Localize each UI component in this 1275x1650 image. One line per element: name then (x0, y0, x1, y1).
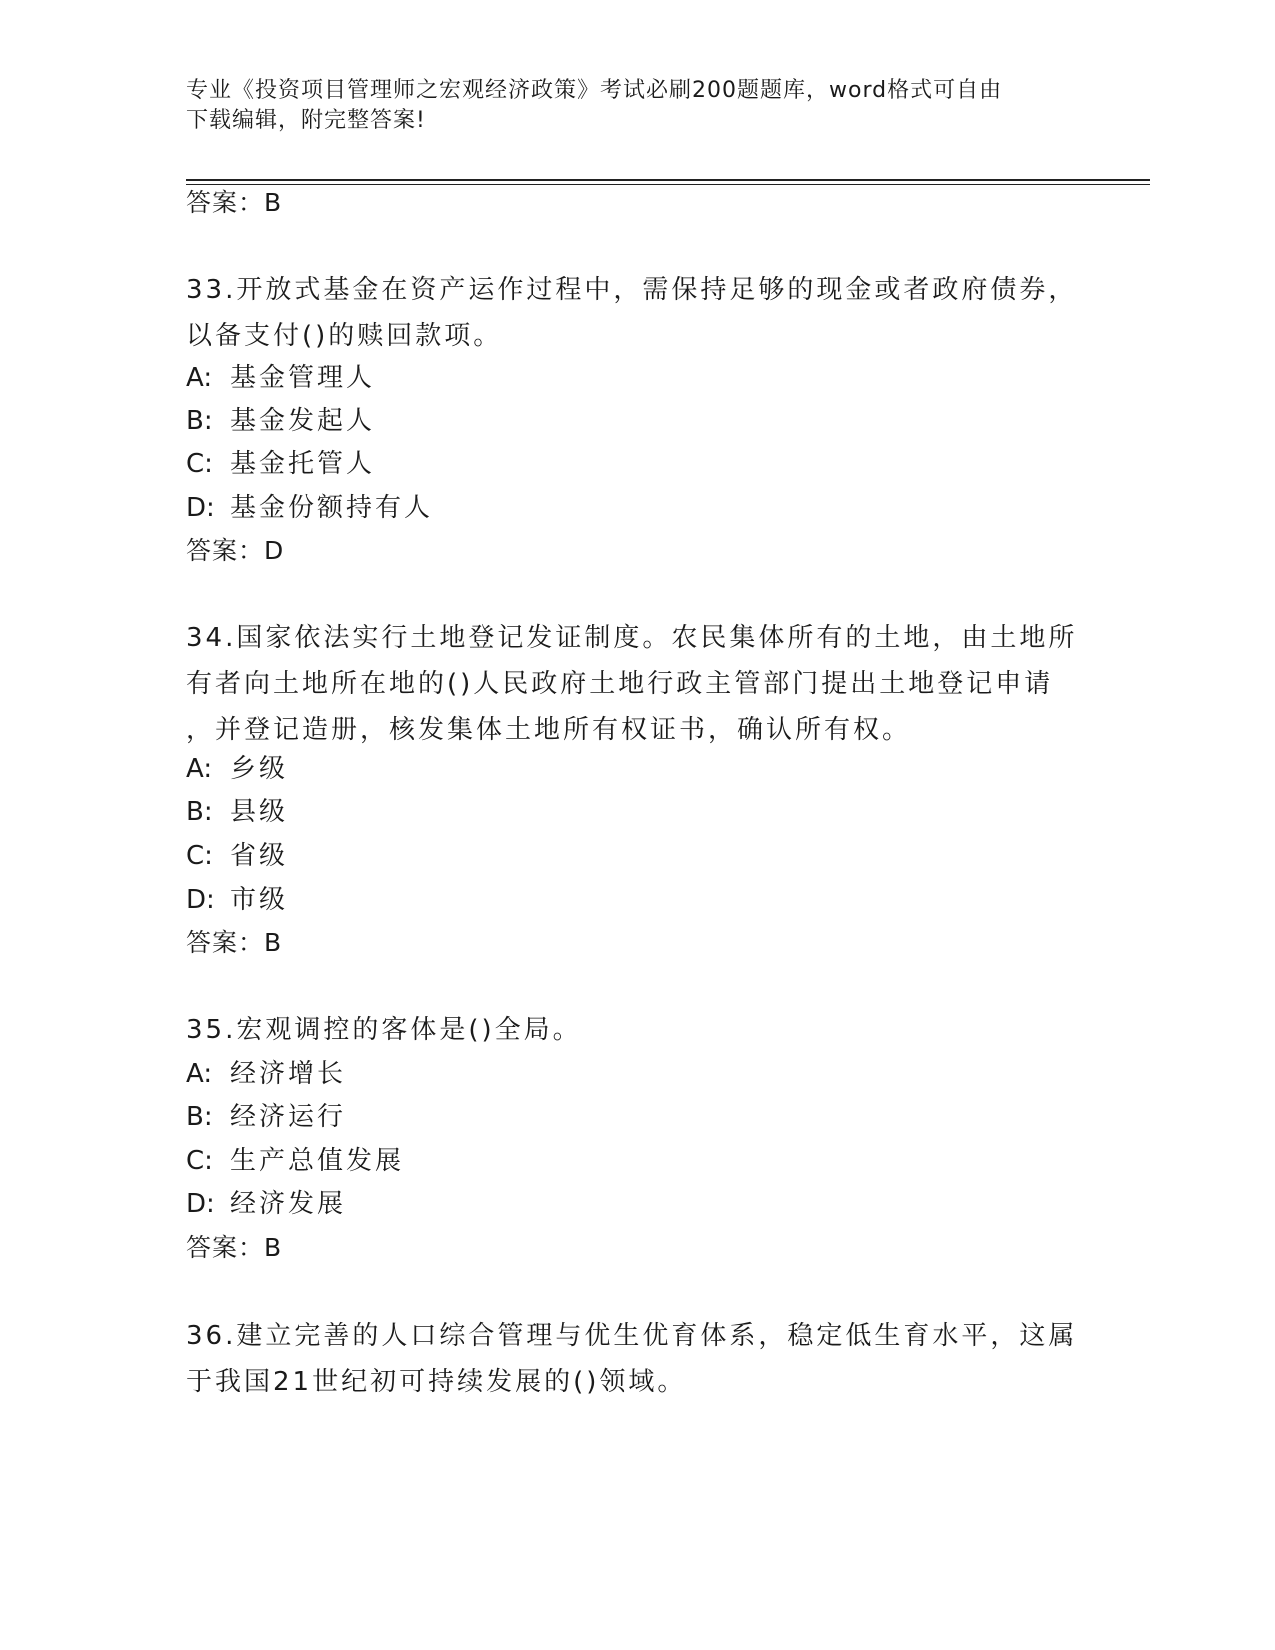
option-c (186, 840, 288, 872)
option-c (186, 448, 375, 480)
question-line: 34.国家依法实行土地登记发证制度。农民集体所有的土地，由土地所 (186, 623, 1078, 653)
option-letter: D: (186, 885, 215, 915)
option-text: 基金管理人 (230, 363, 376, 393)
option-text: 基金托管人 (230, 449, 376, 479)
answer-label: 答案：B (186, 188, 283, 217)
option-letter: B: (186, 1102, 213, 1132)
question-line: 以备支付()的赎回款项。 (186, 321, 503, 351)
answer-label: 答案：B (186, 928, 283, 957)
option-d (186, 492, 433, 524)
option-letter: A: (186, 754, 213, 784)
option-d (186, 884, 288, 916)
question-line: 于我国21世纪初可持续发展的()领域。 (186, 1367, 687, 1397)
option-letter: A: (186, 363, 213, 393)
option-letter: C: (186, 841, 213, 871)
option-b (186, 1101, 346, 1133)
header-line-1: 专业《投资项目管理师之宏观经济政策》考试必刷200题题库，word格式可自由 (186, 78, 1003, 103)
document-header (186, 76, 1066, 136)
question-line: 35.宏观调控的客体是()全局。 (186, 1015, 582, 1045)
question-35 (186, 1007, 1086, 1053)
option-text: 经济发展 (230, 1189, 347, 1219)
option-text: 经济运行 (230, 1102, 347, 1132)
option-text: 市级 (230, 885, 289, 915)
option-b (186, 405, 375, 437)
option-letter: C: (186, 449, 213, 479)
option-text: 生产总值发展 (230, 1146, 405, 1176)
question-line: 有者向土地所在地的()人民政府土地行政主管部门提出土地登记申请 (186, 669, 1054, 699)
option-b (186, 796, 288, 828)
option-text: 基金发起人 (230, 406, 376, 436)
answer-label: 答案：B (186, 1233, 283, 1262)
header-line-2: 下载编辑，附完整答案! (186, 108, 426, 133)
question-36 (186, 1313, 1086, 1405)
question-33 (186, 267, 1086, 359)
option-text: 省级 (230, 841, 289, 871)
option-a (186, 1058, 346, 1090)
question-line: ，并登记造册，核发集体土地所有权证书，确认所有权。 (186, 715, 912, 745)
option-letter: D: (186, 493, 215, 523)
question-line: 33.开放式基金在资产运作过程中，需保持足够的现金或者政府债券， (186, 275, 1078, 305)
option-text: 基金份额持有人 (230, 493, 434, 523)
option-letter: D: (186, 1189, 215, 1219)
question-line: 36.建立完善的人口综合管理与优生优育体系，稳定低生育水平，这属 (186, 1321, 1078, 1351)
option-a (186, 362, 375, 394)
header-rule-thick (186, 179, 1150, 181)
option-letter: B: (186, 797, 213, 827)
option-letter: A: (186, 1059, 213, 1089)
option-text: 乡级 (230, 754, 289, 784)
option-letter: B: (186, 406, 213, 436)
question-34 (186, 615, 1086, 753)
option-letter: C: (186, 1146, 213, 1176)
option-c (186, 1145, 404, 1177)
header-rule-thin (186, 184, 1150, 185)
option-d (186, 1188, 346, 1220)
option-text: 县级 (230, 797, 289, 827)
option-text: 经济增长 (230, 1059, 347, 1089)
option-a (186, 753, 288, 785)
answer-label: 答案：D (186, 536, 285, 565)
